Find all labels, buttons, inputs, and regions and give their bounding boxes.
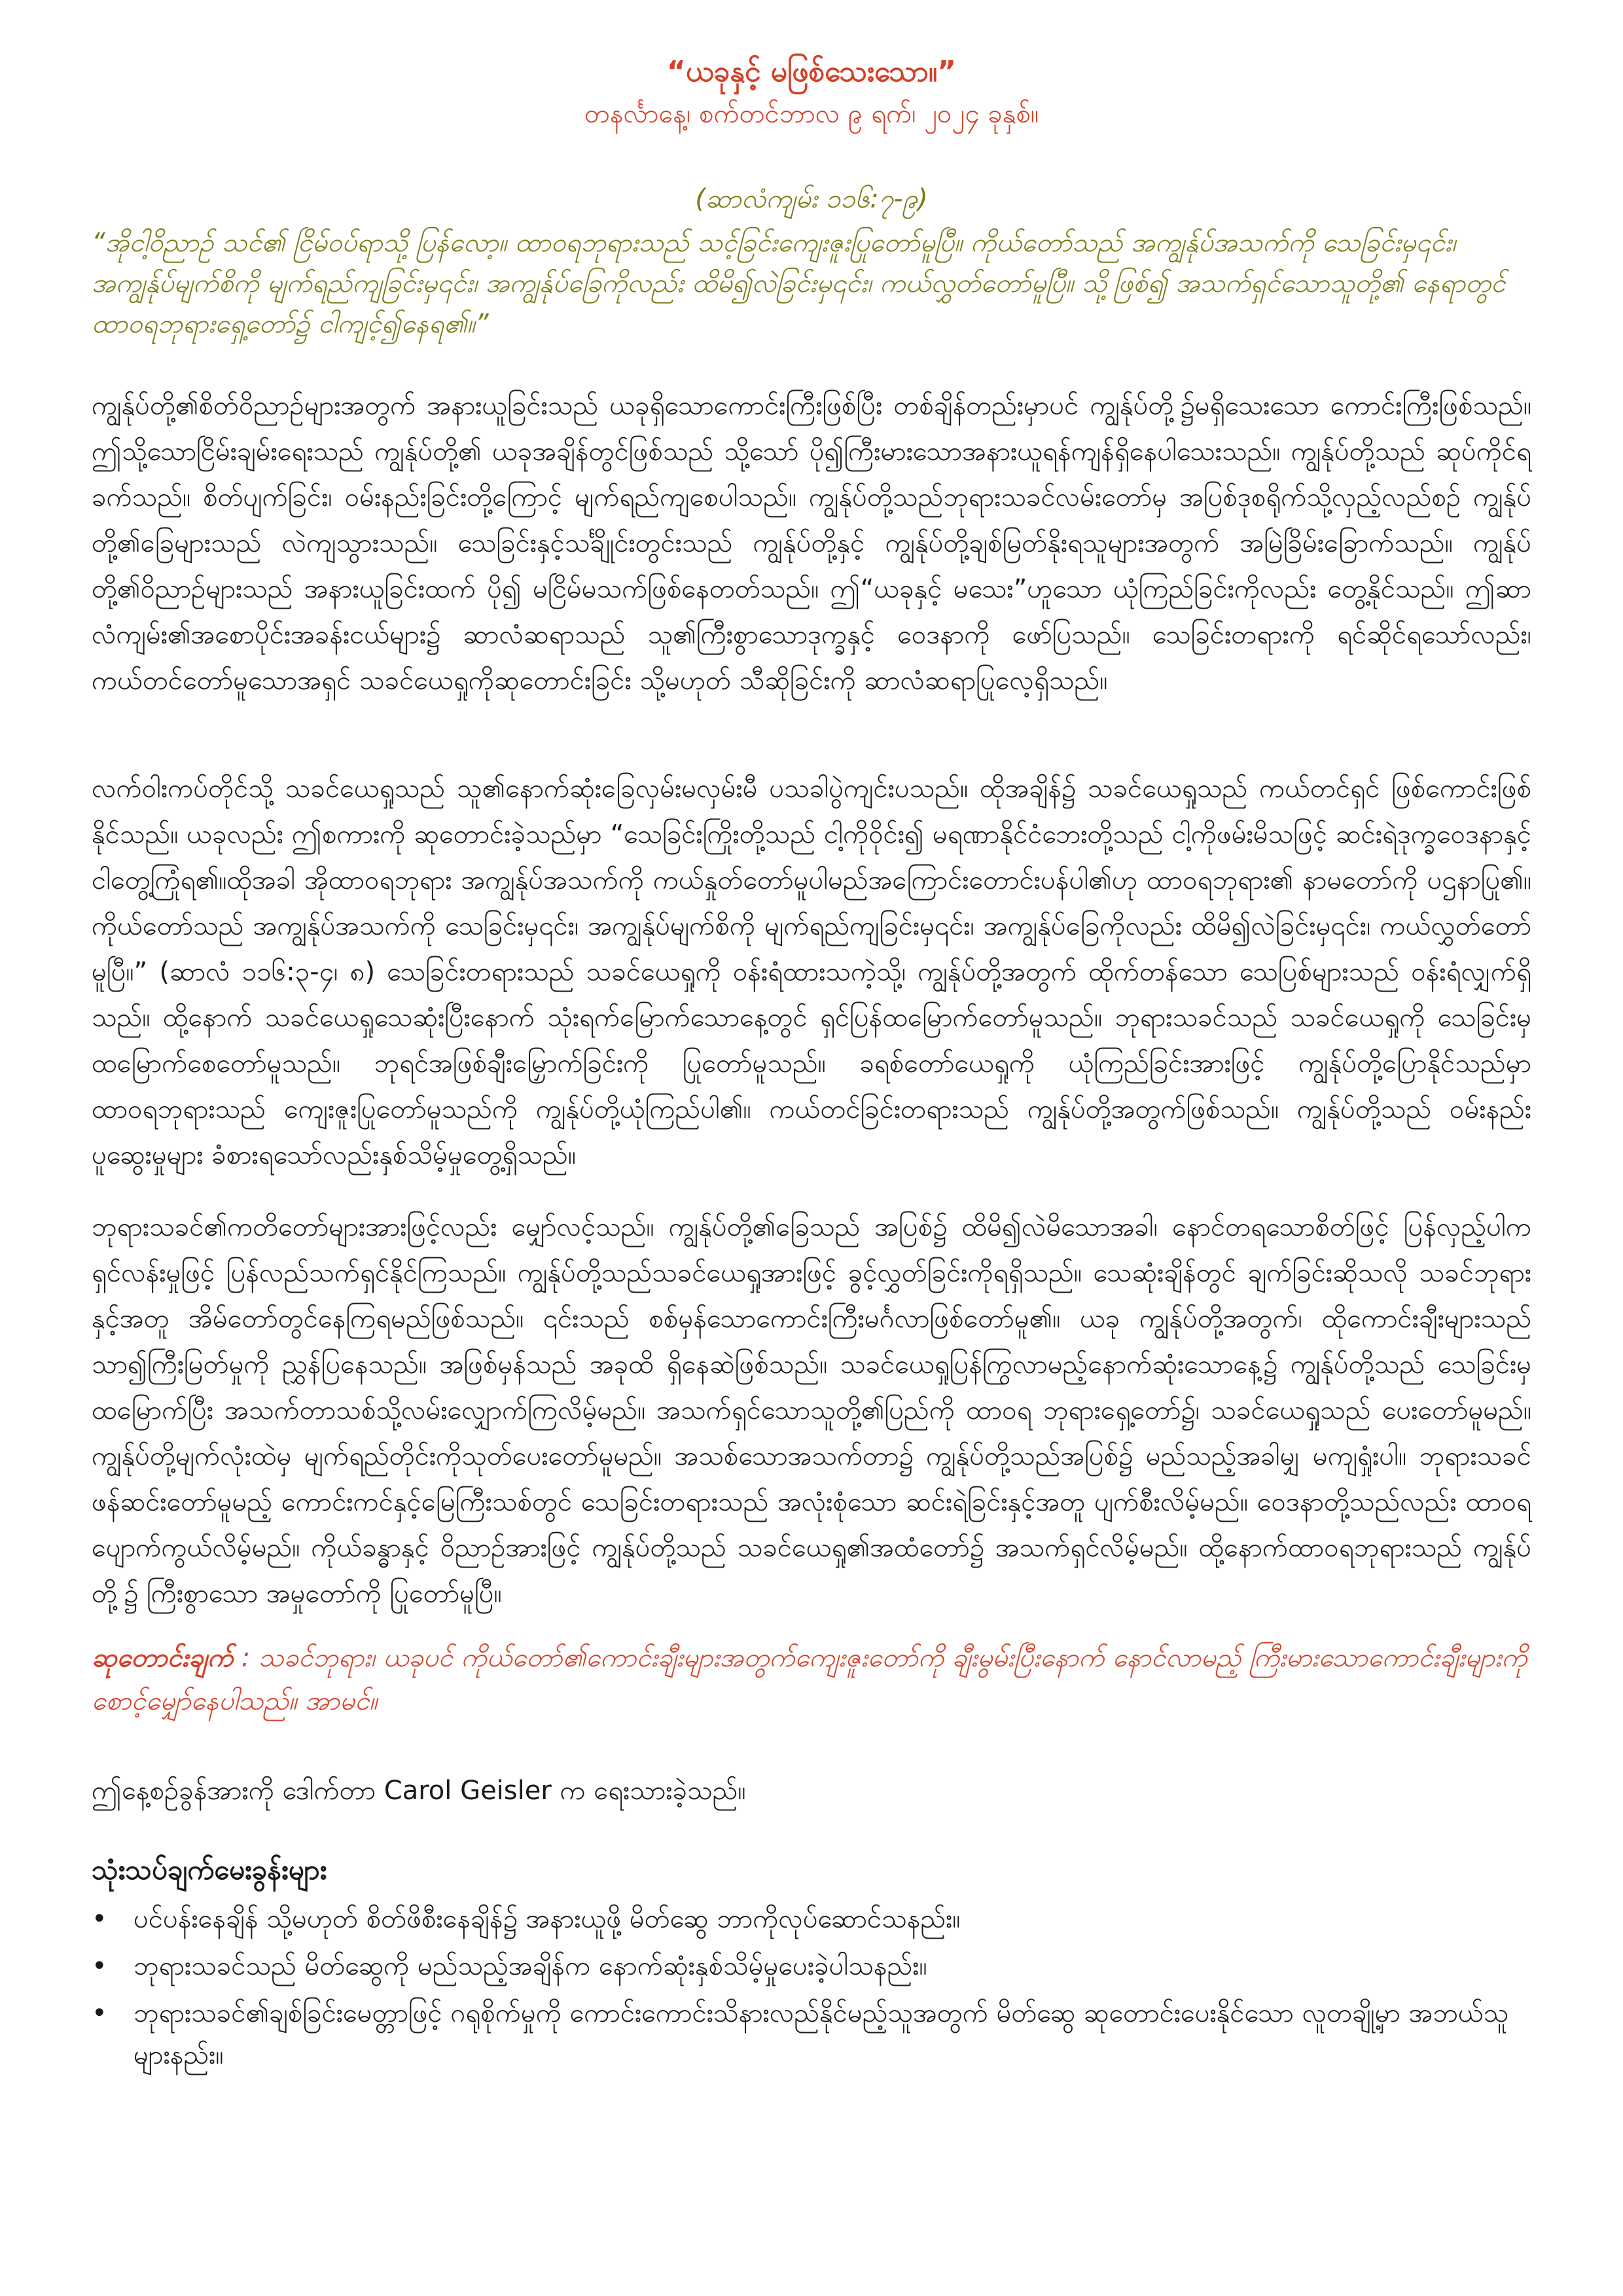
reflection-question xyxy=(92,1945,1531,1987)
reflection-heading: သုံးသပ်ချက်မေးခွန်းများ xyxy=(92,1854,327,1886)
prayer-separator: : xyxy=(233,1643,259,1673)
body-paragraph-3: ဘုရားသခင်၏ကတိတော်များအားဖြင့်လည်း မျှော်လင့်သည်။ ကျွန်ုပ်တို့၏ခြေသည် အပြစ်၌ ထိမိ၍လဲမိသောအခါ၊ နောင်တရသောစိတ်ဖြင့် ပြန်လှည့်ပါက ရှင်လန်းမှုဖြင့် ပြန်လည်သက်ရှင်နိုင်ကြသည်။ ကျွန်ုပ်တို့သည်သခင်ယေရှုအားဖြင့် ခွင့်လွှတ်ခြင်းကိုရရှိသည်။ သေဆုံးချိန်တွင် ချက်ခြင်းဆိုသလို သခင်ဘုရားနှင့်အတူ အိမ်တော်တွင်နေကြရမည်ဖြစ်သည်။ ၎င်းသည် စစ်မှန်သောကောင်းကြီးမင်္ဂလာဖြစ်တော်မူ၏။ ယခု ကျွန်ုပ်တို့အတွက်၊ ထိုကောင်းချီးများသည် သာ၍ကြီးမြတ်မှုကို ညွှန်ပြနေသည်။ အဖြစ်မှန်သည် အခုထိ ရှိနေဆဲဖြစ်သည်။ သခင်ယေရှုပြန်ကြွလာမည့်နောက်ဆုံးသောနေ့၌ ကျွန်ုပ်တို့သည် သေခြင်းမှထမြောက်ပြီး အသက်တာသစ်သို့လမ်းလျှောက်ကြလိမ့်မည်။ အသက်ရှင်သောသူတို့၏ပြည်ကို ထာဝရ ဘုရားရှေ့တော်၌၊ သခင်ယေရှုသည် ပေးတော်မူမည်။ ကျွန်ုပ်တို့မျက်လုံးထဲမှ မျက်ရည်တိုင်းကိုသုတ်ပေးတော်မူမည်။ အသစ်သောအသက်တာ၌ ကျွန်ုပ်တို့သည်အပြစ်၌ မည်သည့်အခါမျှ မကျရှုံးပါ။ ဘုရားသခင်ဖန်ဆင်းတော်မူမည့် ကောင်းကင်နှင့်မြေကြီးသစ်တွင် သေခြင်းတရားသည် အလုံးစုံသော ဆင်းရဲခြင်းနှင့်အတူ ပျက်စီးလိမ့်မည်။ ဝေဒနာတို့သည်လည်း ထာဝရပျောက်ကွယ်လိမ့်မည်။ ကိုယ်ခန္ဓာနှင့် ဝိညာဉ်အားဖြင့် ကျွန်ုပ်တို့သည် သခင်ယေရှု၏အထံတော်၌ အသက်ရှင်လိမ့်မည်။ ထို့နောက်ထာဝရဘုရားသည် ကျွန်ုပ်တို့၌ ကြီးစွာသော အမှုတော်ကို ပြုတော်မူပြီ။ xyxy=(92,1212,1531,1609)
reflection-question xyxy=(92,1898,1531,1940)
reflection-question xyxy=(92,1992,1531,2076)
body-paragraph-1: ကျွန်ုပ်တို့၏စိတ်ဝိညာဉ်များအတွက် အနားယူခြင်းသည် ယခုရှိသောကောင်းကြီးဖြစ်ပြီး တစ်ချိန်တည်းမှာပင် ကျွန်ုပ်တို့၌မရှိသေးသော ကောင်းကြီးဖြစ်သည်။ ဤသို့သောငြိမ်းချမ်းရေးသည် ကျွန်ုပ်တို့၏ ယခုအချိန်တွင်ဖြစ်သည် သို့သော် ပို၍ကြီးမားသောအနားယူရန်ကျန်ရှိနေပါသေးသည်။ ကျွန်ုပ်တို့သည် ဆုပ်ကိုင်ရခက်သည်။ စိတ်ပျက်ခြင်း၊ ဝမ်းနည်းခြင်းတို့ကြောင့် မျက်ရည်ကျစေပါသည်။ ကျွန်ုပ်တို့သည်ဘုရားသခင်လမ်းတော်မှ အပြစ်ဒုစရိုက်သို့လှည့်လည်စဉ် ကျွန်ုပ်တို့၏ခြေများသည် လဲကျသွားသည်။ သေခြင်းနှင့်သင်္ချိုင်းတွင်းသည် ကျွန်ုပ်တို့နှင့် ကျွန်ုပ်တို့ချစ်မြတ်နိုးရသူများအတွက် အမြဲခြိမ်းခြောက်သည်။ ကျွန်ုပ်တို့၏ဝိညာဉ်များသည် အနားယူခြင်းထက် ပို၍ မငြိမ်မသက်ဖြစ်နေတတ်သည်။ ဤ“ယခုနှင့် မသေး”ဟူသော ယုံကြည်ခြင်းကိုလည်း တွေ့နိုင်သည်။ ဤဆာလံကျမ်း၏အစောပိုင်းအခန်းငယ်များ၌ ဆာလံဆရာသည် သူ၏ကြီးစွာသောဒုက္ခနှင့် ဝေဒနာကို ဖော်ပြသည်။ သေခြင်းတရားကို ရင်ဆိုင်ရသော်လည်း၊ ကယ်တင်တော်မူသောအရှင် သခင်ယေရှုကိုဆုတောင်းခြင်း သို့မဟုတ် သီဆိုခြင်းကို ဆာလံဆရာပြုလေ့ရှိသည်။ xyxy=(92,391,1531,696)
reflection-question-text: ဘုရားသခင်သည် မိတ်ဆွေကို မည်သည့်အချိန်က နောက်ဆုံးနှစ်သိမ့်မှုပေးခဲ့ပါသနည်း။ xyxy=(134,1951,927,1981)
scripture-text: “အိုငါ့ဝိညာဉ် သင်၏ ငြိမ်ဝပ်ရာသို့ ပြန်လော့။ ထာဝရဘုရားသည် သင့်ခြင်းကျေးဇူးပြုတော်မူပြီ။ ကိုယ်တော်သည် အကျွန်ုပ်အသက်ကို သေခြင်းမှ၎င်း၊ အကျွန်ုပ်မျက်စိကို မျက်ရည်ကျခြင်းမှ၎င်း၊ အကျွန်ုပ်ခြေကိုလည်း ထိမိ၍လဲခြင်းမှ၎င်း၊ ကယ်လွှတ်တော်မူပြီ။ သို့ဖြစ်၍ အသက်ရှင်သောသူတို့၏ နေရာတွင် ထာဝရဘုရားရှေ့တော်၌ ငါကျင့်၍နေရ၏။” xyxy=(92,228,1506,339)
reflection-question-list xyxy=(92,1898,1531,2081)
reflection-question-text: ပင်ပန်းနေချိန် သို့မဟုတ် စိတ်ဖိစီးနေချိန်၌ အနားယူဖို့ မိတ်ဆွေ ဘာကိုလုပ်ဆောင်သနည်း။ xyxy=(134,1904,961,1934)
bullet-icon: • xyxy=(92,1951,107,1981)
devotion-date: တနင်္လာနေ့၊ စက်တင်ဘာလ ၉ ရက်၊ ၂၀၂၄ ခုနှစ်။ xyxy=(584,99,1039,129)
bullet-icon: • xyxy=(92,1998,107,2028)
body-paragraph-2: လက်ဝါးကပ်တိုင်သို့ သခင်ယေရှုသည် သူ၏နောက်ဆုံးခြေလှမ်းမလှမ်းမီ ပသခါပွဲကျင်းပသည်။ ထိုအချိန်၌ သခင်ယေရှုသည် ကယ်တင်ရှင် ဖြစ်ကောင်းဖြစ်နိုင်သည်။ ယခုလည်း ဤစကားကို ဆုတောင်းခဲ့သည်မှာ “သေခြင်းကြိုးတို့သည် ငါ့ကိုဝိုင်း၍ မရဏာနိုင်ငံဘေးတို့သည် ငါ့ကိုဖမ်းမိသဖြင့် ဆင်းရဲဒုက္ခဝေဒနာနှင့် ငါတွေ့ကြုံရ၏။ထိုအခါ အိုထာဝရဘုရား အကျွန်ုပ်အသက်ကို ကယ်နှုတ်တော်မူပါမည်အကြောင်းတောင်းပန်ပါ၏ဟု ထာဝရဘုရား၏ နာမတော်ကို ပဌနာပြု၏။ ကိုယ်တော်သည် အကျွန်ုပ်အသက်ကို သေခြင်းမှ၎င်း၊ အကျွန်ုပ်မျက်စိကို မျက်ရည်ကျခြင်းမှ၎င်း၊ အကျွန်ုပ်ခြေကိုလည်း ထိမိ၍လဲခြင်းမှ၎င်း၊ ကယ်လွှတ်တော်မူပြီ။” (ဆာလံ ၁၁၆:၃-၄၊ ၈) သေခြင်းတရားသည် သခင်ယေရှုကို ဝန်းရံထားသကဲ့သို့၊ ကျွန်ုပ်တို့အတွက် ထိုက်တန်သော သေပြစ်များသည် ဝန်းရံလျှက်ရှိသည်။ ထို့နောက် သခင်ယေရှုသေဆုံးပြီးနောက် သုံးရက်မြောက်သောနေ့တွင် ရှင်ပြန်ထမြောက်တော်မူသည်။ ဘုရားသခင်သည် သခင်ယေရှုကို သေခြင်းမှ ထမြောက်စေတော်မူသည်။ ဘုရင်အဖြစ်ချီးမြှောက်ခြင်းကို ပြုတော်မူသည်။ ခရစ်တော်ယေရှုကို ယုံကြည်ခြင်းအားဖြင့် ကျွန်ုပ်တို့ပြောနိုင်သည်မှာ ထာဝရဘုရားသည် ကျေးဇူးပြုတော်မူသည်ကို ကျွန်ုပ်တို့ယုံကြည်ပါ၏။ ကယ်တင်ခြင်းတရားသည် ကျွန်ုပ်တို့အတွက်ဖြစ်သည်။ ကျွန်ုပ်တို့သည် ဝမ်းနည်းပူဆွေးမှုများ ခံစားရသော်လည်းနှစ်သိမ့်မှုတွေ့ရှိသည်။ xyxy=(92,774,1531,1170)
prayer-label: ဆုတောင်းချက် xyxy=(92,1643,234,1673)
author-line: ဤနေ့စဉ်ခွန်အားကို ဒေါက်တာ Carol Geisler က ရေးသားခဲ့သည်။ xyxy=(92,1776,746,1806)
prayer-block xyxy=(92,1636,1531,1723)
devotion-title: “ယခုနှင့် မဖြစ်သေးသော။” xyxy=(666,55,957,88)
reflection-question-text: ဘုရားသခင်၏ချစ်ခြင်းမေတ္တာဖြင့် ဂရုစိုက်မှုကို ကောင်းကောင်းသိနားလည်နိုင်မည့်သူအတွက် မိတ်ဆွေ ဆုတောင်းပေးနိုင်သော လူတချို့မှာ အဘယ်သူများနည်း။ xyxy=(134,1998,1509,2070)
bullet-icon: • xyxy=(92,1904,107,1934)
prayer-text: သခင်ဘုရား၊ ယခုပင် ကိုယ်တော်၏ကောင်းချီးများအတွက်ကျေးဇူးတော်ကို ချီးမွမ်းပြီးနောက် နောင်လာမည့် ကြီးမားသောကောင်းချီးများကိုစောင့်မျှော်နေပါသည်။ အာမင်။ xyxy=(92,1643,1527,1716)
scripture-reference: (ဆာလံကျမ်း ၁၁၆:၇-၉) xyxy=(695,184,928,214)
